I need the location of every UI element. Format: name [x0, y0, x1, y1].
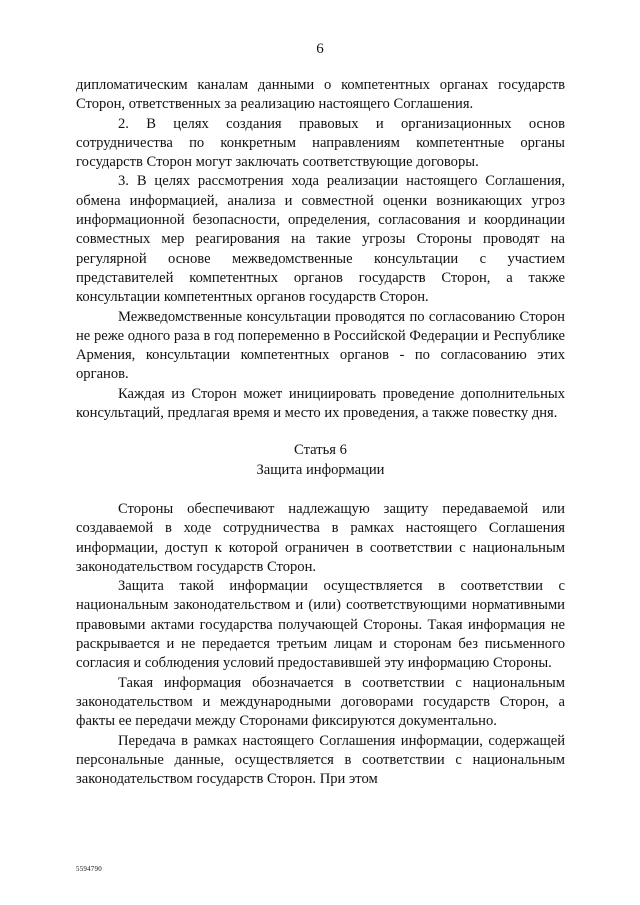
- spacer: [76, 480, 565, 500]
- paragraph-interagency-consultations: Межведомственные консультации проводятся по согласованию Сторон не реже одного раза в год попеременно в Российской Федерации и Республике Армения, консультации компетентных органов - по согласованию этих органов.: [76, 308, 565, 383]
- paragraph-1-continuation: дипломатическим каналам данными о компетентных органах государств Сторон, ответственных за реализацию настоящего Соглашения.: [76, 77, 565, 113]
- spacer: [76, 423, 565, 441]
- document-body: [76, 76, 565, 789]
- paragraph-clause-2: 2. В целях создания правовых и организационных основ сотрудничества по конкретным направлениям компетентные органы государств Сторон могут заключать соответствующие договоры.: [76, 115, 565, 171]
- paragraph-protection-2: Защита такой информации осуществляется в соответствии с национальным законодательством и (или) соответствующими нормативными правовыми актами государства получающей Стороны. Такая информация не раскрывается и не передается третьим лицам и сторонам без письменного согласия и соблюдения условий предоставившей эту информацию Стороны.: [76, 578, 565, 672]
- page-number: 6: [316, 41, 324, 57]
- paragraph-protection-1: Стороны обеспечивают надлежащую защиту передаваемой или создаваемой в ходе сотрудничества в рамках настоящего Соглашения информации, доступ к которой ограничен в соответствии с национальным законодательством государств Сторон.: [76, 500, 565, 575]
- paragraph-protection-3: Такая информация обозначается в соответствии с национальным законодательством и международными договорами государств Сторон, а факты ее передачи между Сторонами фиксируются документально.: [76, 674, 565, 730]
- document-code: 5594790: [76, 865, 102, 873]
- paragraph-additional-consultations: Каждая из Сторон может инициировать проведение дополнительных консультаций, предлагая время и место их проведения, а также повестку дня.: [76, 385, 565, 422]
- article-title: Защита информации: [256, 461, 385, 478]
- paragraph-clause-3: 3. В целях рассмотрения хода реализации настоящего Соглашения, обмена информацией, анализа и совместной оценки возникающих угроз информационной безопасности, определения, согласования и координации совместных мер реагирования на такие угрозы Стороны проводят на регулярной основе межведомственные консультации с участием представителей компетентных органов государств Сторон, а также консультации компетентных органов государств Сторон.: [76, 173, 565, 306]
- article-number: Статья 6: [294, 442, 347, 459]
- paragraph-personal-data: Передача в рамках настоящего Соглашения информации, содержащей персональные данные, осуществляется в соответствии с национальным законодательством государств Сторон. При этом: [76, 732, 565, 788]
